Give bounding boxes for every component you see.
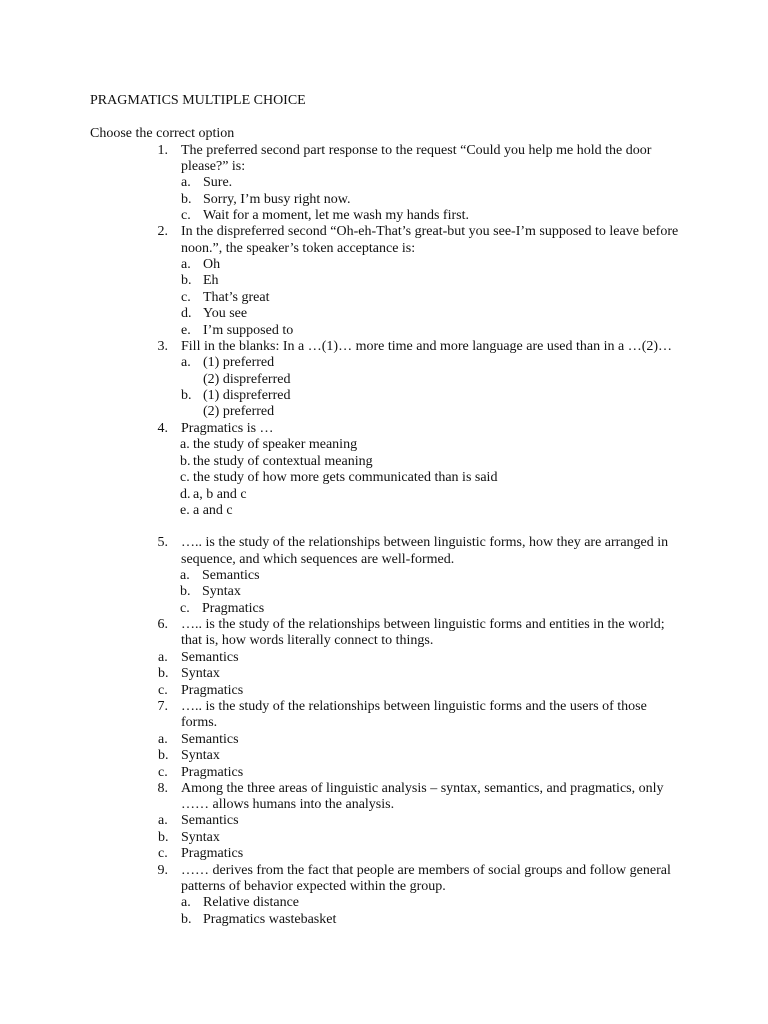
option-text: Sure. xyxy=(203,175,233,190)
option-text: Semantics xyxy=(202,568,260,583)
question-text: …… derives from the fact that people are members of social groups and follow general xyxy=(181,863,671,878)
question-number: 8. xyxy=(157,781,168,796)
option-label: d. xyxy=(180,487,191,502)
option-text: the study of speaker meaning xyxy=(193,437,358,452)
option-text: Eh xyxy=(203,273,219,288)
option-text: Semantics xyxy=(181,813,239,828)
document-title: PRAGMATICS MULTIPLE CHOICE xyxy=(90,93,306,108)
option-label: a. xyxy=(158,650,168,665)
option-label: a. xyxy=(181,895,191,910)
option-label: a. xyxy=(181,355,191,370)
question-number: 2. xyxy=(157,224,168,239)
option-text: (1) preferred xyxy=(203,355,275,370)
option-label: e. xyxy=(181,323,191,338)
option-text: Pragmatics xyxy=(202,601,265,616)
option-label: c. xyxy=(181,208,191,223)
option-text: Relative distance xyxy=(203,895,300,910)
question-text: Among the three areas of linguistic analysis – syntax, semantics, and pragmatics, only xyxy=(181,781,664,796)
option-text: Pragmatics xyxy=(181,765,244,780)
option-label: b. xyxy=(158,748,169,763)
option-text: Wait for a moment, let me wash my hands first. xyxy=(203,208,469,223)
question-number: 4. xyxy=(157,421,168,436)
option-label: a. xyxy=(180,568,190,583)
instruction-text: Choose the correct option xyxy=(90,126,235,141)
option-text: Pragmatics xyxy=(181,846,244,861)
option-text-continued: (2) dispreferred xyxy=(203,372,291,387)
option-text: Pragmatics wastebasket xyxy=(203,912,337,927)
option-label: c. xyxy=(158,846,168,861)
option-text: Sorry, I’m busy right now. xyxy=(203,192,351,207)
option-text: I’m supposed to xyxy=(203,323,294,338)
option-text: Syntax xyxy=(181,830,220,845)
question-number: 3. xyxy=(157,339,168,354)
question-number: 9. xyxy=(157,863,168,878)
question-number: 5. xyxy=(157,535,168,550)
option-label: e. xyxy=(180,503,190,518)
option-text: Syntax xyxy=(181,748,220,763)
question-text: forms. xyxy=(181,715,218,730)
option-label: c. xyxy=(158,683,168,698)
option-text: (1) dispreferred xyxy=(203,388,291,403)
option-text: the study of contextual meaning xyxy=(193,454,373,469)
question-text: Pragmatics is … xyxy=(181,421,274,436)
option-label: b. xyxy=(181,192,192,207)
option-label: b. xyxy=(158,830,169,845)
option-label: a. xyxy=(181,175,191,190)
option-text: Semantics xyxy=(181,650,239,665)
question-text: sequence, and which sequences are well-formed. xyxy=(181,552,455,567)
question-text: Fill in the blanks: In a …(1)… more time and more language are used than in a …(2)… xyxy=(181,339,673,354)
option-label: c. xyxy=(181,290,191,305)
option-label: b. xyxy=(180,454,191,469)
question-text: that is, how words literally connect to things. xyxy=(181,633,434,648)
option-label: a. xyxy=(181,257,191,272)
question-number: 1. xyxy=(157,143,168,158)
question-text: please?” is: xyxy=(181,159,246,174)
option-label: a. xyxy=(158,813,168,828)
option-text-continued: (2) preferred xyxy=(203,404,275,419)
option-label: b. xyxy=(181,388,192,403)
option-label: a. xyxy=(158,732,168,747)
question-text: ….. is the study of the relationships between linguistic forms, how they are arranged in xyxy=(181,535,669,550)
option-label: b. xyxy=(180,584,191,599)
option-text: You see xyxy=(203,306,248,321)
question-text: …… allows humans into the analysis. xyxy=(181,797,395,812)
option-label: c. xyxy=(158,765,168,780)
option-label: c. xyxy=(180,470,190,485)
option-text: Syntax xyxy=(181,666,220,681)
question-text: In the dispreferred second “Oh-eh-That’s great-but you see-I’m supposed to leave before xyxy=(181,224,679,239)
option-label: c. xyxy=(180,601,190,616)
option-text: That’s great xyxy=(203,290,270,305)
option-label: b. xyxy=(181,273,192,288)
question-number: 6. xyxy=(157,617,168,632)
option-text: a and c xyxy=(193,503,233,518)
option-text: the study of how more gets communicated than is said xyxy=(193,470,498,485)
option-text: Pragmatics xyxy=(181,683,244,698)
option-label: b. xyxy=(181,912,192,927)
option-label: d. xyxy=(181,306,192,321)
question-text: noon.”, the speaker’s token acceptance is: xyxy=(181,241,416,256)
question-number: 7. xyxy=(157,699,168,714)
question-text: ….. is the study of the relationships between linguistic forms and entities in the world; xyxy=(181,617,665,632)
option-text: Semantics xyxy=(181,732,239,747)
option-label: a. xyxy=(180,437,190,452)
option-text: a, b and c xyxy=(193,487,247,502)
option-text: Syntax xyxy=(202,584,241,599)
option-label: b. xyxy=(158,666,169,681)
option-text: Oh xyxy=(203,257,221,272)
question-text: The preferred second part response to the request “Could you help me hold the door xyxy=(181,143,652,158)
question-text: ….. is the study of the relationships between linguistic forms and the users of those xyxy=(181,699,647,714)
question-text: patterns of behavior expected within the group. xyxy=(181,879,446,894)
